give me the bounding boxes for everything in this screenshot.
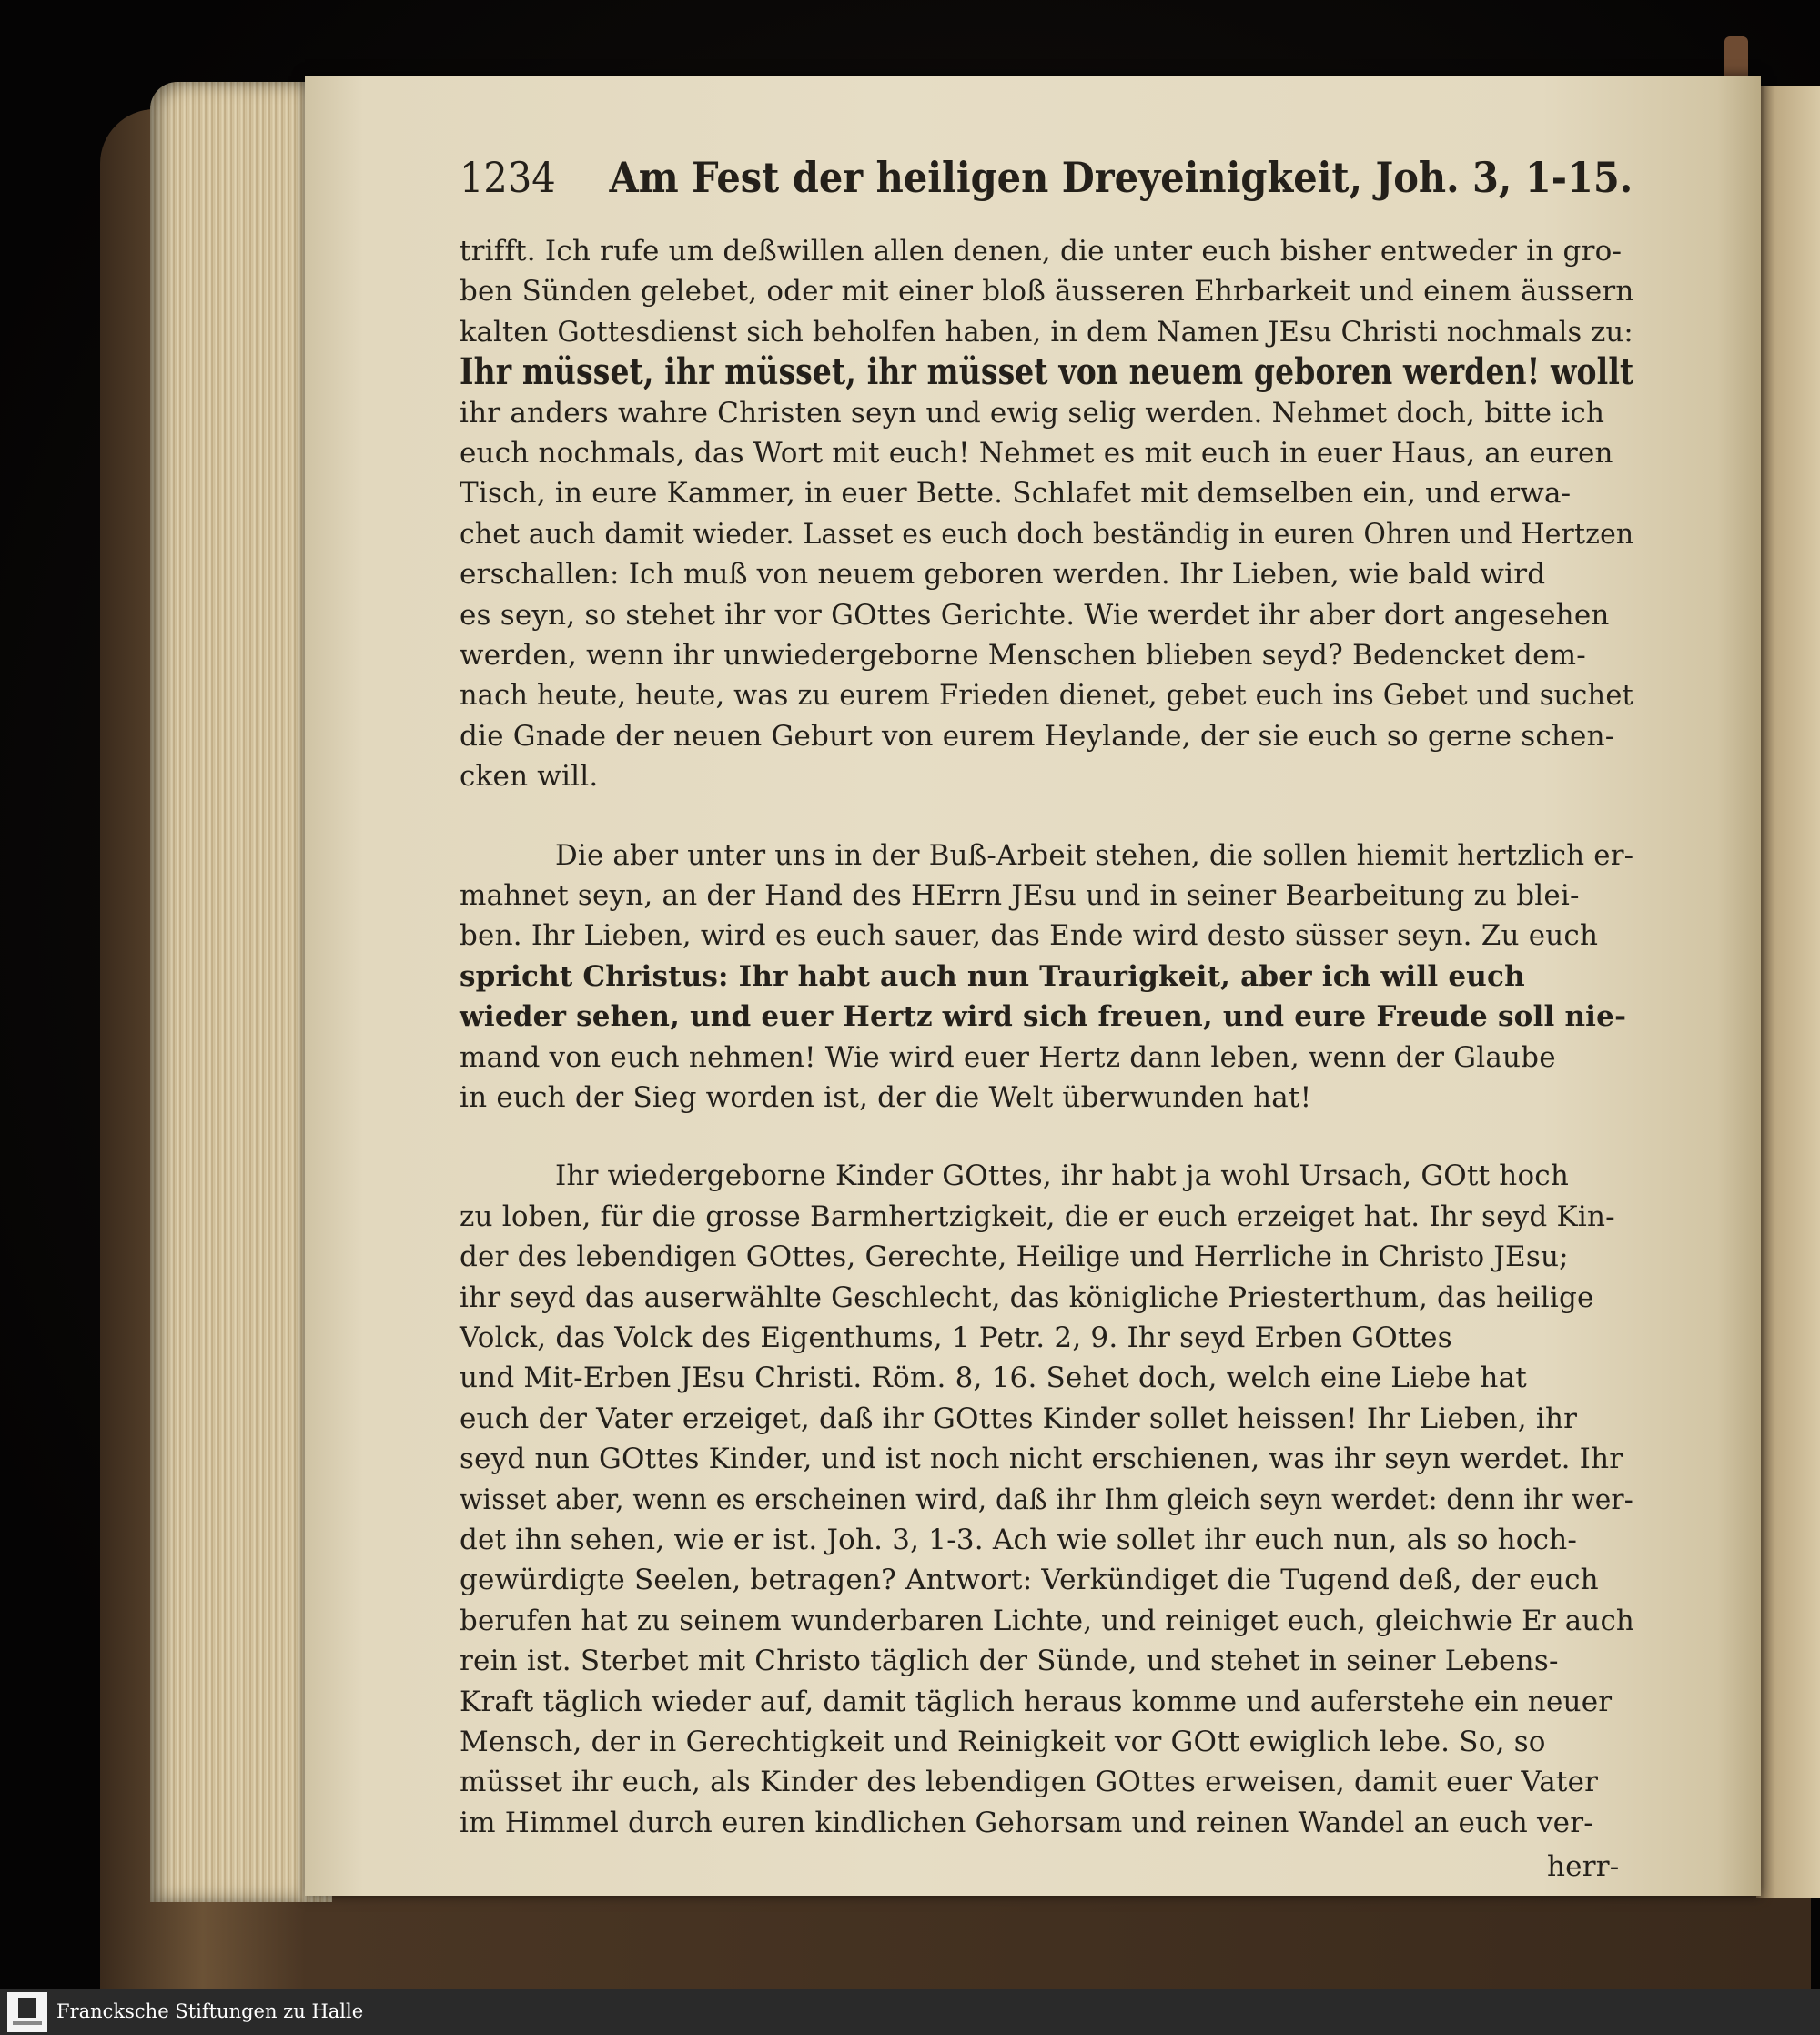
text-line: cken will. [460, 760, 599, 794]
text-line: rein ist. Sterbet mit Christo täglich der Sünde, und stehet in seiner Lebens- [460, 1645, 1559, 1678]
text-line: es seyn, so stehet ihr vor GOttes Gerichte. Wie werdet ihr aber dort angesehen [460, 598, 1610, 632]
text-line: berufen hat zu seinem wunderbaren Lichte, und reiniget euch, gleichwie Er auch [460, 1604, 1634, 1637]
text-line: erschallen: Ich muß von neuem geboren werden. Ihr Lieben, wie bald wird [460, 558, 1546, 592]
text-line: chet auch damit wieder. Lasset es euch doch beständig in euren Ohren und Hertzen [460, 517, 1634, 551]
text-line: der des lebendigen GOttes, Gerechte, Heilige und Herrliche in Christo JEsu; [460, 1240, 1569, 1274]
text-line: wisset aber, wenn es erscheinen wird, daß ihr Ihm gleich seyn werdet: denn ihr wer- [460, 1483, 1633, 1516]
text-line: Ihr wiedergeborne Kinder GOttes, ihr habt ja wohl Ursach, GOtt hoch [555, 1159, 1570, 1193]
text-line: müsset ihr euch, als Kinder des lebendigen GOttes erweisen, damit euer Vater [460, 1766, 1599, 1799]
text-line: Kraft täglich wieder auf, damit täglich heraus komme und auferstehe ein neuer [460, 1685, 1613, 1718]
text-line: trifft. Ich rufe um deßwillen allen denen, die unter euch bisher entweder in gro- [460, 235, 1623, 268]
text-line: seyd nun GOttes Kinder, und ist noch nicht erschienen, was ihr seyn werdet. Ihr [460, 1443, 1623, 1476]
text-line: Volck, das Volck des Eigenthums, 1 Petr. 2, 9. Ihr seyd Erben GOttes [460, 1321, 1452, 1354]
institution-name: Francksche Stiftungen zu Halle [56, 2000, 364, 2022]
text-line: euch nochmals, das Wort mit euch! Nehmet es mit euch in euer Haus, an euren [460, 437, 1613, 470]
text-line: ihr seyd das auserwählte Geschlecht, das königliche Priesterthum, das heilige [460, 1281, 1594, 1314]
text-line: spricht Christus: Ihr habt auch nun Traurigkeit, aber ich will euch [460, 959, 1525, 993]
text-line: die Gnade der neuen Geburt von eurem Heylande, der sie euch so gerne schen- [460, 719, 1615, 753]
catchword: herr- [1547, 1850, 1620, 1884]
text-line: ihr anders wahre Christen seyn und ewig selig werden. Nehmet doch, bitte ich [460, 396, 1605, 430]
institution-logo-icon [7, 1992, 47, 2032]
page-number: 1234 [460, 153, 556, 202]
footer-bar [0, 1989, 1820, 2035]
text-line: zu loben, für die grosse Barmhertzigkeit, die er euch erzeiget hat. Ihr seyd Kin- [460, 1200, 1615, 1233]
text-line: ben. Ihr Lieben, wird es euch sauer, das Ende wird desto süsser seyn. Zu euch [460, 919, 1599, 953]
text-line: Tisch, in eure Kammer, in euer Bette. Schlafet mit demselben ein, und erwa- [460, 477, 1572, 511]
text-line: mand von euch nehmen! Wie wird euer Hertz dann leben, wenn der Glaube [460, 1040, 1556, 1074]
facing-page-edge [1756, 86, 1820, 1898]
text-line: euch der Vater erzeiget, daß ihr GOttes Kinder sollet heissen! Ihr Lieben, ihr [460, 1402, 1578, 1435]
running-head [460, 153, 1633, 202]
text-line: wieder sehen, und euer Hertz wird sich freuen, und eure Freude soll nie- [460, 1000, 1627, 1034]
text-line: im Himmel durch euren kindlichen Gehorsam und reinen Wandel an euch ver- [460, 1806, 1593, 1839]
text-line: Die aber unter uns in der Buß-Arbeit stehen, die sollen hiemit hertzlich er- [555, 838, 1634, 872]
text-line: kalten Gottesdienst sich beholfen haben, in dem Namen JEsu Christi nochmals zu: [460, 315, 1633, 349]
text-line: ben Sünden gelebet, oder mit einer bloß äusseren Ehrbarkeit und einem äussern [460, 275, 1634, 309]
text-line: nach heute, heute, was zu eurem Frieden dienet, gebet euch ins Gebet und suchet [460, 679, 1633, 713]
text-line: gewürdigte Seelen, betragen? Antwort: Verkündiget die Tugend deß, der euch [460, 1564, 1599, 1597]
text-line: Ihr müsset, ihr müsset, ihr müsset von neuem geboren werden! wollt [460, 350, 1634, 394]
text-line: det ihn sehen, wie er ist. Joh. 3, 1-3. Ach wie sollet ihr euch nun, als so hoch- [460, 1524, 1578, 1556]
text-line: in euch der Sieg worden ist, der die Welt überwunden hat! [460, 1081, 1312, 1114]
text-line: werden, wenn ihr unwiedergeborne Menschen blieben seyd? Bedencket dem- [460, 639, 1586, 672]
text-line: mahnet seyn, an der Hand des HErrn JEsu und in seiner Bearbeitung zu blei- [460, 879, 1580, 912]
running-title: Am Fest der heiligen Dreyeinigkeit, Joh. 3, 1-15. [609, 153, 1633, 202]
text-line: und Mit-Erben JEsu Christi. Röm. 8, 16. Sehet doch, welch eine Liebe hat [460, 1362, 1527, 1395]
text-line: Mensch, der in Gerechtigkeit und Reinigkeit vor GOtt ewiglich lebe. So, so [460, 1726, 1546, 1758]
